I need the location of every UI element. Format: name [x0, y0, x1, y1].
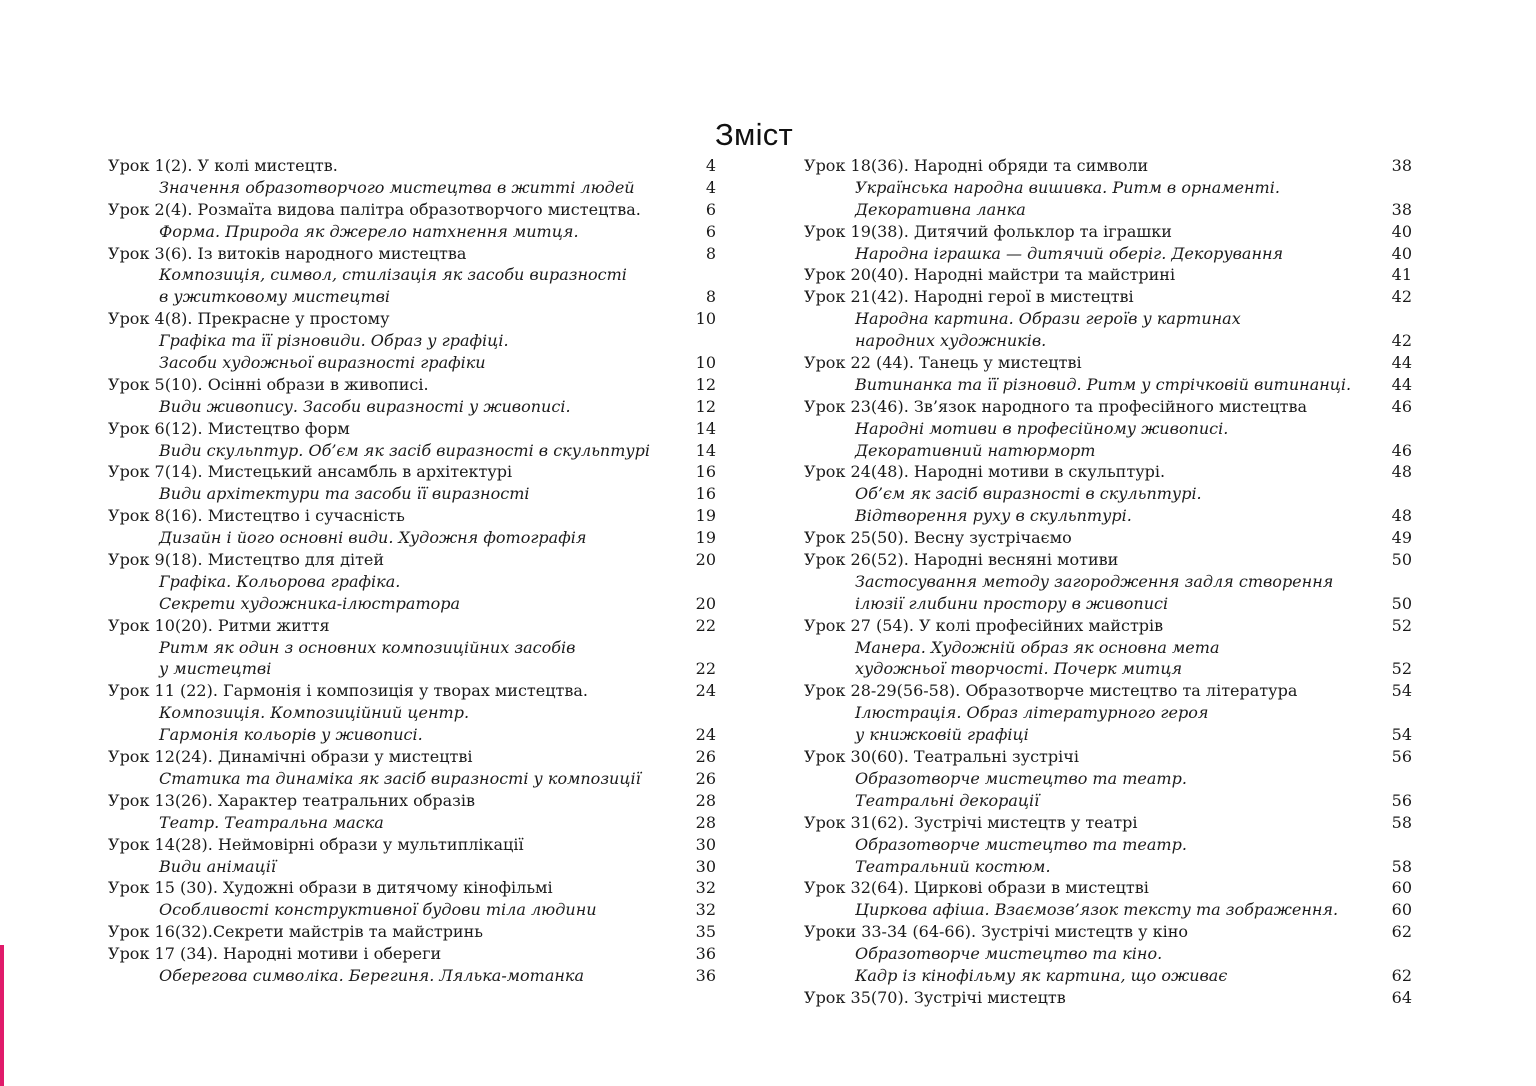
toc-page-number: 22 — [695, 615, 716, 635]
toc-page-number: 10 — [695, 309, 716, 329]
toc-entry — [108, 243, 716, 265]
toc-page-number: 4 — [705, 156, 716, 175]
toc-page-number: 4 — [705, 177, 716, 197]
toc-entry — [804, 549, 1412, 571]
toc-subentry — [804, 571, 1412, 593]
toc-entry-text: Урок 14(28). Неймовірні образи у мультиплікації — [108, 834, 524, 854]
toc-entry — [108, 746, 716, 768]
toc-entry — [108, 790, 716, 812]
toc-entry — [804, 615, 1412, 637]
toc-subentry — [804, 637, 1412, 659]
toc-entry-text: Манера. Художній образ як основна мета — [855, 637, 1220, 657]
toc-entry-text: Урок 9(18). Мистецтво для дітей — [108, 550, 385, 570]
toc-entry — [804, 155, 1412, 177]
toc-entry-text: Об’єм як засіб виразності в скульптурі. — [855, 484, 1202, 504]
toc-entry-text: Дизайн і його основні види. Художня фотографія — [159, 528, 587, 548]
toc-page-number: 64 — [1391, 987, 1412, 1007]
toc-subentry — [804, 308, 1412, 330]
toc-subentry — [108, 264, 716, 286]
toc-page-number: 46 — [1391, 440, 1412, 460]
toc-page-number: 32 — [695, 900, 716, 920]
toc-page-number: 52 — [1391, 615, 1412, 635]
toc-entry-text: Урок 3(6). Із витоків народного мистецтва — [108, 243, 467, 263]
toc-entry — [108, 461, 716, 483]
toc-entry — [108, 834, 716, 856]
toc-subentry — [804, 483, 1412, 505]
toc-entry-text: Урок 19(38). Дитячий фольклор та іграшки — [804, 221, 1172, 241]
toc-entry-text: Театр. Театральна маска — [159, 812, 384, 832]
toc-entry-text: Народна картина. Образи героїв у картинах — [855, 309, 1241, 329]
toc-page-number: 16 — [695, 462, 716, 482]
toc-entry-text: Урок 1(2). У колі мистецтв. — [108, 156, 338, 175]
toc-page-number: 16 — [695, 484, 716, 504]
toc-left-column — [108, 155, 716, 987]
toc-subentry — [804, 374, 1412, 396]
toc-entry-text: Декоративний натюрморт — [855, 440, 1096, 460]
toc-page-number: 56 — [1391, 790, 1412, 810]
toc-page-number: 8 — [705, 287, 716, 307]
toc-page-number: 28 — [695, 790, 716, 810]
toc-entry-text: Урок 25(50). Весну зустрічаємо — [804, 528, 1072, 548]
toc-subentry — [108, 812, 716, 834]
toc-subentry — [108, 396, 716, 418]
page-title: Зміст — [714, 116, 794, 152]
toc-page-number: 48 — [1391, 462, 1412, 482]
toc-entry-text: Урок 12(24). Динамічні образи у мистецтві — [108, 747, 473, 767]
toc-entry-text: художньої творчості. Почерк митця — [855, 659, 1183, 679]
toc-right-column — [804, 155, 1412, 1009]
toc-subentry — [804, 593, 1412, 615]
toc-entry-text: Кадр із кінофільму як картина, що оживає — [855, 965, 1228, 985]
toc-subentry — [108, 527, 716, 549]
toc-entry-text: Циркова афіша. Взаємозв’язок тексту та зображення. — [855, 900, 1339, 920]
toc-entry — [108, 549, 716, 571]
toc-entry — [804, 987, 1412, 1009]
toc-page-number: 62 — [1391, 922, 1412, 942]
toc-page-number: 54 — [1391, 681, 1412, 701]
toc-entry-text: Урок 26(52). Народні весняні мотиви — [804, 550, 1119, 570]
toc-page-number: 30 — [695, 856, 716, 876]
toc-page-number: 54 — [1391, 725, 1412, 745]
toc-entry-text: Урок 24(48). Народні мотиви в скульптурі. — [804, 462, 1166, 482]
toc-entry — [804, 746, 1412, 768]
toc-entry-text: Ілюстрація. Образ літературного героя — [855, 703, 1209, 723]
toc-subentry — [804, 965, 1412, 987]
toc-entry-text: Уроки 33-34 (64-66). Зустрічі мистецтв у кіно — [804, 922, 1189, 942]
toc-page-number: 62 — [1391, 965, 1412, 985]
toc-page-number: 42 — [1391, 287, 1412, 307]
toc-entry-text: Урок 16(32).Секрети майстрів та майстринь — [108, 922, 483, 942]
toc-entry — [804, 877, 1412, 899]
toc-entry-text: Образотворче мистецтво та театр. — [855, 768, 1187, 788]
toc-entry-text: у мистецтві — [159, 659, 272, 679]
toc-entry-text: Народна іграшка — дитячий оберіг. Декорування — [855, 243, 1284, 263]
toc-entry-text: Урок 30(60). Театральні зустрічі — [804, 747, 1079, 767]
toc-entry-text: Види анімації — [159, 856, 276, 876]
toc-subentry — [108, 724, 716, 746]
toc-entry-text: Урок 32(64). Циркові образи в мистецтві — [804, 878, 1149, 898]
toc-entry — [804, 461, 1412, 483]
toc-subentry — [804, 330, 1412, 352]
toc-entry-text: Відтворення руху в скульптурі. — [855, 506, 1132, 526]
toc-entry-text: Народні мотиви в професійному живописі. — [855, 418, 1229, 438]
toc-entry-text: Театральний костюм. — [855, 856, 1051, 876]
toc-entry-text: Театральні декорації — [855, 790, 1040, 810]
toc-entry-text: Урок 22 (44). Танець у мистецтві — [804, 353, 1082, 373]
toc-subentry — [108, 440, 716, 462]
toc-page-number: 42 — [1391, 331, 1412, 351]
toc-subentry — [804, 768, 1412, 790]
toc-entry-text: Композиція. Композиційний центр. — [159, 703, 470, 723]
toc-entry-text: Ритм як один з основних композиційних засобів — [159, 637, 576, 657]
toc-subentry — [804, 243, 1412, 265]
toc-subentry — [804, 943, 1412, 965]
toc-entry-text: ілюзії глибини простору в живописі — [855, 593, 1169, 613]
toc-entry-text: Образотворче мистецтво та кіно. — [855, 944, 1163, 964]
toc-entry-text: в ужитковому мистецтві — [159, 287, 391, 307]
toc-page-number: 20 — [695, 593, 716, 613]
toc-page-number: 20 — [695, 550, 716, 570]
toc-entry — [804, 286, 1412, 308]
toc-subentry — [108, 483, 716, 505]
toc-entry-text: Статика та динаміка як засіб виразності у композиції — [159, 768, 641, 788]
toc-subentry — [804, 440, 1412, 462]
toc-page-number: 12 — [695, 396, 716, 416]
toc-entry — [108, 921, 716, 943]
toc-entry — [108, 943, 716, 965]
toc-entry — [108, 155, 716, 177]
toc-entry-text: Витинанка та її різновид. Ритм у стрічковій витинанці. — [855, 374, 1352, 394]
toc-entry-text: Урок 31(62). Зустрічі мистецтв у театрі — [804, 812, 1138, 832]
toc-entry-text: Застосування методу загородження задля створення — [855, 571, 1334, 591]
toc-subentry — [804, 702, 1412, 724]
toc-entry-text: Урок 5(10). Осінні образи в живописі. — [108, 374, 429, 394]
toc-subentry — [108, 286, 716, 308]
toc-entry — [804, 812, 1412, 834]
toc-page-number: 36 — [695, 944, 716, 964]
toc-subentry — [108, 768, 716, 790]
toc-page-number: 35 — [695, 922, 716, 942]
toc-page-number: 41 — [1391, 265, 1412, 285]
toc-entry-text: Урок 4(8). Прекрасне у простому — [108, 309, 390, 329]
toc-entry-text: Секрети художника-ілюстратора — [159, 593, 461, 613]
toc-entry-text: Гармонія кольорів у живописі. — [159, 725, 423, 745]
toc-entry — [108, 680, 716, 702]
toc-entry — [804, 221, 1412, 243]
toc-entry — [804, 527, 1412, 549]
toc-subentry — [108, 856, 716, 878]
toc-subentry — [804, 505, 1412, 527]
toc-entry-text: Урок 18(36). Народні обряди та символи — [804, 156, 1149, 175]
toc-entry-text: Значення образотворчого мистецтва в житті людей — [159, 177, 635, 197]
toc-subentry — [108, 965, 716, 987]
toc-subentry — [108, 593, 716, 615]
toc-entry-text: Декоративна ланка — [855, 199, 1026, 219]
toc-page-number: 19 — [695, 528, 716, 548]
toc-entry — [108, 877, 716, 899]
toc-entry-text: Образотворче мистецтво та театр. — [855, 834, 1187, 854]
toc-page-number: 56 — [1391, 747, 1412, 767]
toc-page-number: 60 — [1391, 900, 1412, 920]
toc-subentry — [108, 352, 716, 374]
page-edge-marker — [0, 945, 4, 1086]
toc-entry — [804, 921, 1412, 943]
toc-page-number: 36 — [695, 965, 716, 985]
toc-entry-text: Особливості конструктивної будови тіла людини — [159, 900, 597, 920]
toc-subentry — [108, 702, 716, 724]
toc-entry-text: Графіка. Кольорова графіка. — [159, 571, 401, 591]
toc-subentry — [804, 199, 1412, 221]
toc-page-number: 14 — [695, 440, 716, 460]
toc-page-number: 6 — [705, 199, 716, 219]
toc-page-number: 44 — [1391, 374, 1412, 394]
toc-subentry — [108, 330, 716, 352]
toc-subentry — [804, 658, 1412, 680]
toc-entry — [804, 352, 1412, 374]
toc-page-number: 10 — [695, 353, 716, 373]
toc-page-number: 6 — [705, 221, 716, 241]
toc-page-number: 26 — [695, 747, 716, 767]
toc-page-number: 24 — [695, 681, 716, 701]
toc-subentry — [804, 177, 1412, 199]
toc-subentry — [108, 899, 716, 921]
toc-page-number: 26 — [695, 768, 716, 788]
toc-entry-text: Урок 27 (54). У колі професійних майстрів — [804, 615, 1164, 635]
toc-page-number: 14 — [695, 418, 716, 438]
toc-entry-text: у книжковій графіці — [855, 725, 1029, 745]
toc-subentry — [804, 790, 1412, 812]
toc-entry-text: Оберегова символіка. Берегиня. Лялька-мотанка — [159, 965, 584, 985]
toc-entry-text: Урок 8(16). Мистецтво і сучасність — [108, 506, 405, 526]
toc-entry-text: Урок 35(70). Зустрічі мистецтв — [804, 987, 1066, 1007]
toc-entry — [108, 615, 716, 637]
toc-entry — [108, 199, 716, 221]
toc-page-number: 30 — [695, 834, 716, 854]
toc-entry-text: Урок 11 (22). Гармонія і композиція у творах мистецтва. — [108, 681, 588, 701]
toc-subentry — [108, 571, 716, 593]
toc-entry-text: народних художників. — [855, 331, 1047, 351]
toc-entry — [108, 418, 716, 440]
toc-entry-text: Урок 28-29(56-58). Образотворче мистецтво та література — [804, 681, 1298, 701]
toc-entry-text: Урок 15 (30). Художні образи в дитячому кінофільмі — [108, 878, 553, 898]
toc-entry-text: Урок 2(4). Розмаїта видова палітра образотворчого мистецтва. — [108, 199, 641, 219]
toc-page-number: 58 — [1391, 812, 1412, 832]
toc-page-number: 44 — [1391, 353, 1412, 373]
toc-entry-text: Графіка та її різновиди. Образ у графіці. — [159, 331, 509, 351]
toc-entry-text: Урок 20(40). Народні майстри та майстрині — [804, 265, 1176, 285]
toc-page-number: 58 — [1391, 856, 1412, 876]
toc-entry-text: Композиція, символ, стилізація як засоби виразності — [159, 265, 627, 285]
toc-page-number: 8 — [705, 243, 716, 263]
toc-subentry — [804, 899, 1412, 921]
toc-entry-text: Урок 6(12). Мистецтво форм — [108, 418, 350, 438]
toc-entry-text: Урок 23(46). Зв’язок народного та професійного мистецтва — [804, 396, 1308, 416]
toc-page-number: 24 — [695, 725, 716, 745]
toc-entry — [108, 308, 716, 330]
toc-page-number: 49 — [1391, 528, 1412, 548]
toc-subentry — [804, 418, 1412, 440]
toc-entry-text: Види архітектури та засоби її виразності — [159, 484, 530, 504]
toc-page-number: 12 — [695, 374, 716, 394]
toc-subentry — [108, 177, 716, 199]
toc-page-number: 50 — [1391, 593, 1412, 613]
toc-subentry — [108, 637, 716, 659]
toc-entry — [804, 396, 1412, 418]
toc-page-number: 32 — [695, 878, 716, 898]
toc-subentry — [108, 221, 716, 243]
toc-entry-text: Урок 7(14). Мистецький ансамбль в архітектурі — [108, 462, 513, 482]
toc-entry-text: Урок 17 (34). Народні мотиви і обереги — [108, 944, 442, 964]
toc-entry — [804, 680, 1412, 702]
toc-subentry — [804, 856, 1412, 878]
toc-subentry — [108, 658, 716, 680]
toc-entry-text: Засоби художньої виразності графіки — [159, 353, 486, 373]
toc-entry-text: Урок 21(42). Народні герої в мистецтві — [804, 287, 1134, 307]
toc-entry-text: Українська народна вишивка. Ритм в орнаменті. — [855, 177, 1280, 197]
toc-page-number: 38 — [1391, 156, 1412, 175]
toc-page-number: 60 — [1391, 878, 1412, 898]
toc-page-number: 48 — [1391, 506, 1412, 526]
toc-subentry — [804, 724, 1412, 746]
toc-entry — [804, 264, 1412, 286]
toc-page-number: 46 — [1391, 396, 1412, 416]
toc-page-number: 22 — [695, 659, 716, 679]
toc-subentry — [804, 834, 1412, 856]
toc-page-number: 52 — [1391, 659, 1412, 679]
toc-page-number: 40 — [1391, 221, 1412, 241]
toc-page-number: 38 — [1391, 199, 1412, 219]
toc-entry-text: Форма. Природа як джерело натхнення митця. — [159, 221, 579, 241]
toc-page-number: 40 — [1391, 243, 1412, 263]
toc-entry — [108, 505, 716, 527]
toc-entry-text: Урок 10(20). Ритми життя — [108, 615, 330, 635]
toc-entry-text: Види живопису. Засоби виразності у живописі. — [159, 396, 571, 416]
toc-entry — [108, 374, 716, 396]
toc-page-number: 19 — [695, 506, 716, 526]
toc-page-number: 28 — [695, 812, 716, 832]
toc-entry-text: Види скульптур. Об’єм як засіб виразності в скульптурі — [159, 440, 651, 460]
toc-page-number: 50 — [1391, 550, 1412, 570]
toc-entry-text: Урок 13(26). Характер театральних образів — [108, 790, 475, 810]
